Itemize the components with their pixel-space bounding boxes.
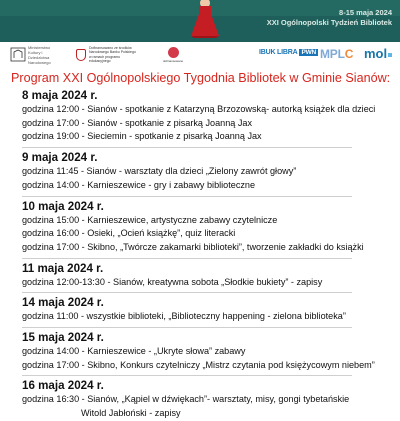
event-item: godzina 12:00 - Sianów - spotkanie z Katarzyną Brzozowską- autorką książek dla dzieci (22, 104, 376, 114)
event-item: godzina 17:00 - Skibno, Konkurs czytelniczy „Mistrz czytania pod księżycowym niebem” (22, 359, 375, 370)
banner-dates: 8-15 maja 2024 (339, 8, 392, 17)
event-item: godzina 12:00-13:30 - Sianów, kreatywna sobota „Słodkie bukiety” - zapisy (22, 276, 323, 287)
day-date: 14 maja 2024 r. (22, 296, 104, 310)
event-item: godzina 15:00 - Karnieszewice, artystyczne zabawy czytelnicze (22, 214, 278, 225)
red-circle-icon (168, 47, 179, 58)
ibuk-libra-logo (259, 49, 318, 56)
day-block (22, 295, 400, 324)
event-item: godzina 17:00 - Skibno, „Twórcze zakamarki biblioteki”, tworzenie zakładki do książki (22, 241, 364, 252)
event-item: godzina 17:00 - Sianów - spotkanie z pisarką Joanną Jax (22, 117, 253, 128)
nbp-text-line: edukacyjnego (89, 59, 111, 63)
mol-square-icon (388, 53, 392, 57)
event-item: godzina 14:00 - Karnieszewice - gry i zabawy biblioteczne (22, 179, 256, 190)
banner-event-name: XXI Ogólnopolski Tydzień Bibliotek (266, 18, 392, 27)
day-date: 15 maja 2024 r. (22, 331, 104, 345)
event-item: godzina 11:45 - Sianów - warsztaty dla dzieci „Zielony zawrót głowy” (22, 166, 297, 177)
red-logo-caption: dofinansowano (163, 59, 184, 63)
nbp-text-line: Dofinansowano ze środków (89, 45, 132, 50)
day-divider (22, 258, 352, 259)
day-block (22, 150, 400, 192)
red-circle-logo (163, 47, 183, 63)
event-item: godzina 14:00 - Karnieszewice - „Ukryte słowa” zabawy (22, 346, 246, 357)
mol-text: mol (364, 46, 388, 61)
nbp-emblem-icon (76, 49, 86, 61)
day-date: 11 maja 2024 r. (22, 261, 104, 275)
ibuk-text: IBUK LIBRA (259, 49, 298, 56)
event-item: godzina 11:00 - wszystkie biblioteki, „Biblioteczny happening - zielona biblioteka” (22, 311, 346, 322)
mplc-text: MPL (320, 47, 345, 61)
nbp-text-line: w ramach programu (89, 54, 121, 59)
sponsor-logos (0, 42, 400, 68)
event-item-continuation (22, 407, 400, 421)
banner-text (267, 8, 392, 28)
day-date: 16 maja 2024 r. (22, 379, 104, 393)
ministry-logo (10, 46, 54, 63)
day-date: 10 maja 2024 r. (22, 199, 104, 213)
day-date: 9 maja 2024 r. (22, 151, 98, 165)
ministry-emblem-icon (10, 47, 26, 62)
event-item: godzina 16:00 - Osieki, „Ocień książkę”, quiz literacki (22, 228, 236, 239)
day-block (22, 378, 400, 420)
day-divider (22, 147, 352, 148)
mplc-logo (320, 47, 353, 61)
mol-logo (364, 46, 392, 61)
event-item: godzina 19:00 - Sieciemin - spotkanie z pisarką Joanną Jax (22, 131, 262, 142)
nbp-logo (76, 47, 136, 62)
day-block (22, 261, 400, 290)
day-divider (22, 327, 352, 328)
day-divider (22, 375, 352, 376)
program-title: Program XXI Ogólnopolskiego Tygodnia Bibliotek w Gminie Sianów: (11, 71, 391, 85)
pwn-text: PWN (301, 49, 317, 56)
ministry-logo-text: Ministerstwo Kultury i Dziedzictwa Narodowego (28, 44, 51, 65)
header-banner (0, 0, 400, 42)
day-date: 8 maja 2024 r. (22, 89, 98, 102)
day-block (22, 88, 400, 144)
nbp-text-line: Narodowego Banku Polskiego (89, 50, 136, 54)
event-item: godzina 16:30 - Sianów, „Kąpiel w dźwiękach”- warsztaty, misy, gongi tybetańskie (22, 394, 350, 405)
day-block (22, 199, 400, 255)
day-divider (22, 292, 352, 293)
mplc-c-text: C (344, 47, 354, 61)
day-divider (22, 196, 352, 197)
day-block (22, 330, 400, 372)
program-schedule (0, 70, 400, 421)
event-continuation-text: Witold Jabłoński - zapisy (81, 408, 181, 419)
